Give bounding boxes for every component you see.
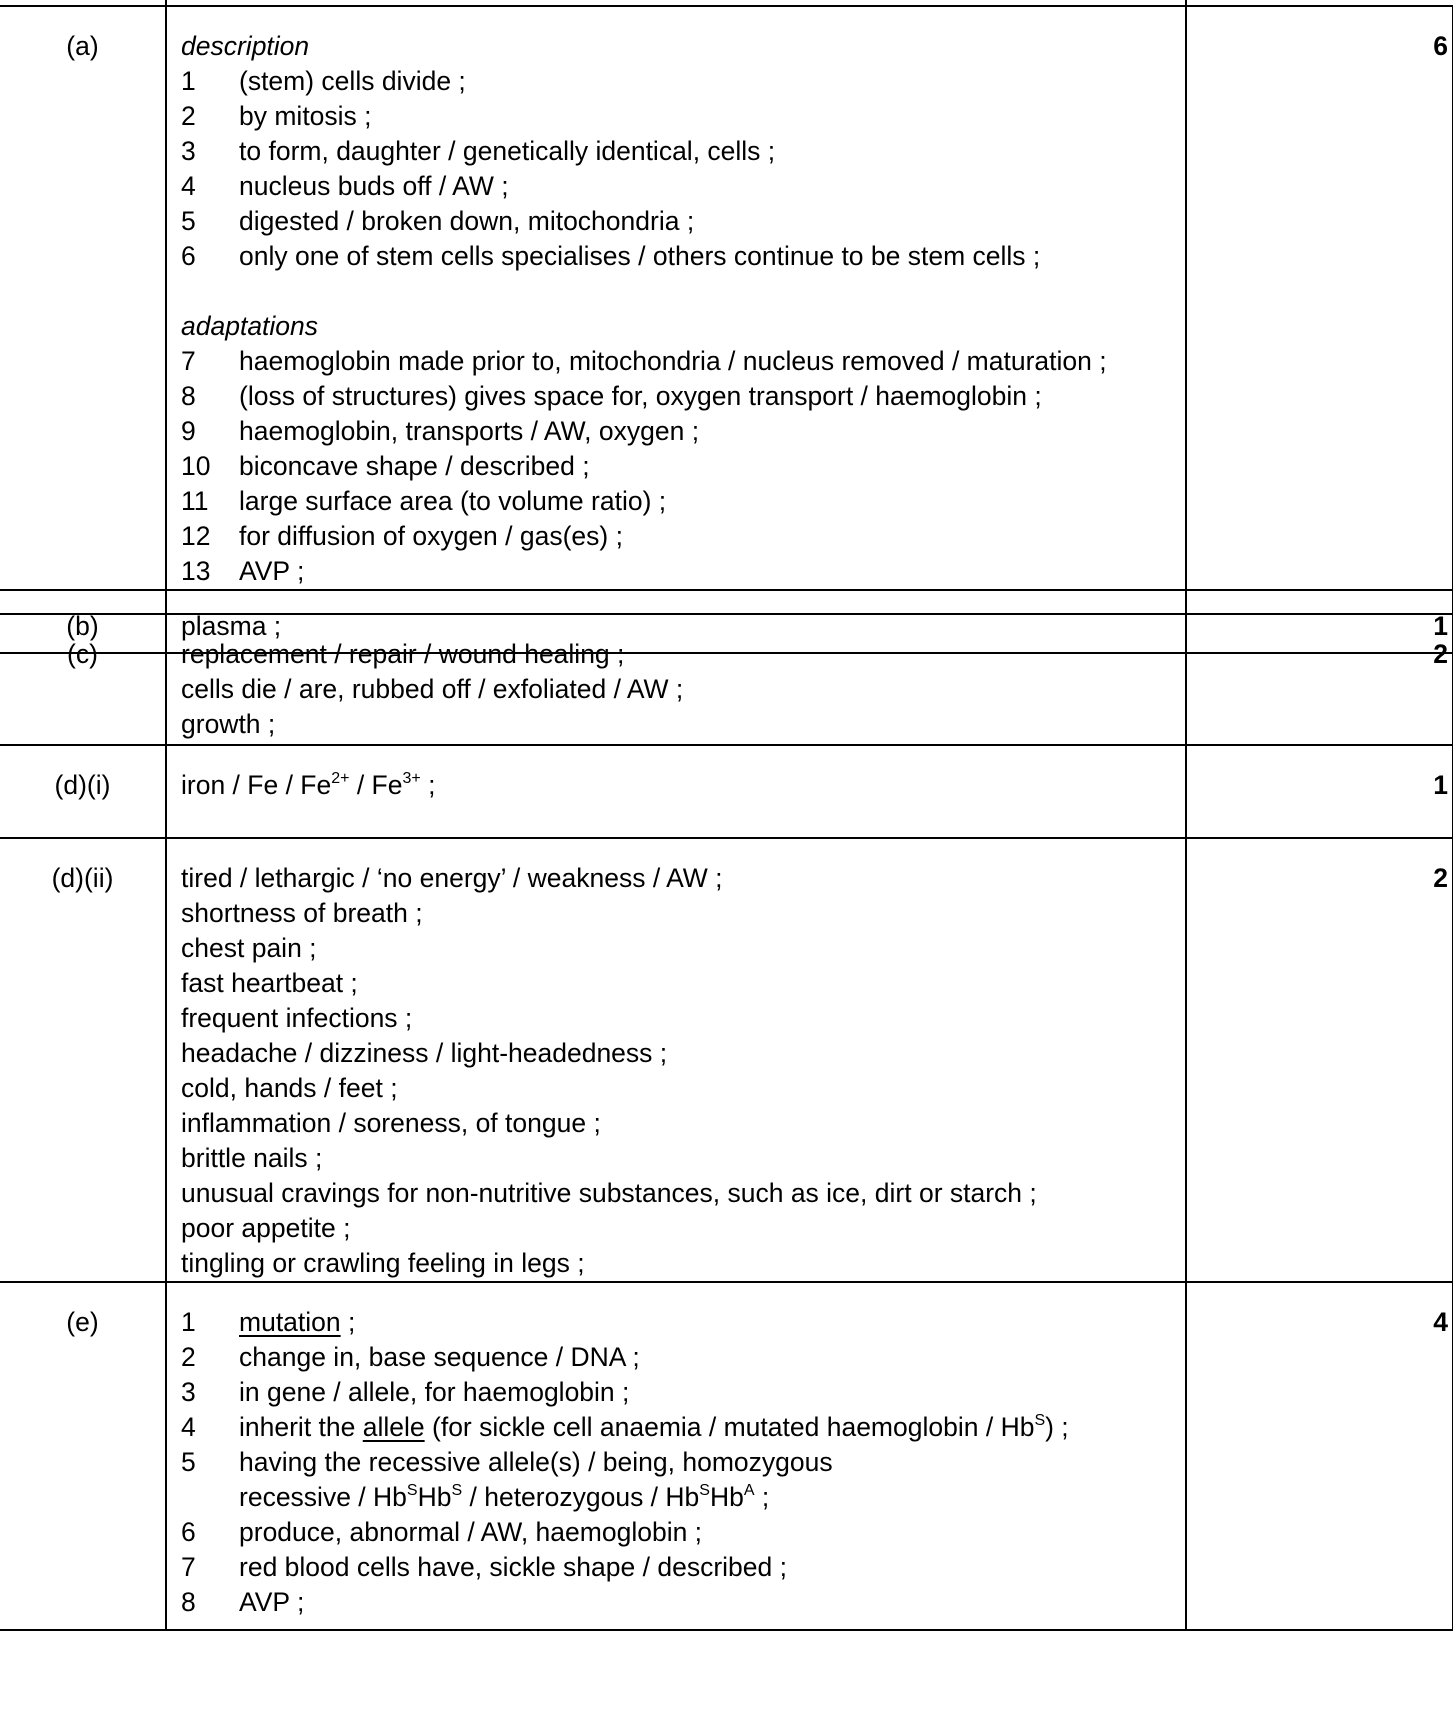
list-item: 9 haemoglobin, transports / AW, oxygen ; [181, 416, 700, 446]
list-item-continuation: recessive / $Hb^SHb^S$ / heterozygous / $Hb^SHb^A$ ; [239, 1482, 770, 1512]
answer-line: chest pain ; [181, 933, 317, 963]
list-item: 7 haemoglobin made prior to, mitochondria / nucleus removed / maturation ; [181, 346, 1107, 376]
answer-line: tingling or crawling feeling in legs ; [181, 1248, 585, 1278]
question-label: (d)(ii) [0, 838, 166, 1282]
list-item: 1 (stem) cells divide ; [181, 66, 466, 96]
list-item: 3 to form, daughter / genetically identical, cells ; [181, 136, 776, 166]
list-item: 4 nucleus buds off / AW ; [181, 171, 509, 201]
marks-cell: 2 [1186, 838, 1453, 1282]
marks-cell: 2 [1186, 614, 1453, 745]
list-item: 3 in gene / allele, for haemoglobin ; [181, 1377, 630, 1407]
answer-line: plasma ; [181, 611, 282, 641]
list-item: 10 biconcave shape / described ; [181, 451, 590, 481]
question-label: (b) [0, 590, 166, 653]
answer-line: brittle nails ; [181, 1143, 323, 1173]
list-item: 5 having the recessive allele(s) / being, homozygous [181, 1447, 833, 1477]
question-label: (e) [0, 1282, 166, 1630]
answer-cell [166, 745, 1186, 838]
row-a [0, 6, 1453, 590]
answer-line: cold, hands / feet ; [181, 1073, 398, 1103]
list-item: 7 red blood cells have, sickle shape / described ; [181, 1552, 787, 1582]
row-e [0, 1282, 1453, 1630]
answer-line: inflammation / soreness, of tongue ; [181, 1108, 601, 1138]
marks-cell: 6 [1186, 6, 1453, 590]
answer-line: shortness of breath ; [181, 898, 423, 928]
mark-scheme-table-upper [0, 5, 1453, 654]
marks-cell: 1 [1186, 590, 1453, 653]
list-item: 1 mutation ; [181, 1307, 356, 1337]
answer-cell [166, 1282, 1186, 1630]
answer-line: frequent infections ; [181, 1003, 413, 1033]
answer-line: tired / lethargic / ‘no energy’ / weakness / AW ; [181, 863, 723, 893]
row-d-i [0, 745, 1453, 838]
answer-cell [166, 838, 1186, 1282]
list-item: 11 large surface area (to volume ratio) ; [181, 486, 667, 516]
row-c [0, 614, 1453, 745]
spacer [181, 274, 1175, 309]
list-item: 4 inherit the allele (for sickle cell anaemia / mutated haemoglobin / $Hb^S$) ; [181, 1412, 1069, 1442]
mark-scheme-table-lower [0, 613, 1453, 1631]
list-item: 6 produce, abnormal / AW, haemoglobin ; [181, 1517, 703, 1547]
answer-line: cells die / are, rubbed off / exfoliated / AW ; [181, 674, 684, 704]
adaptations-heading: adaptations [181, 311, 319, 341]
list-item: 5 digested / broken down, mitochondria ; [181, 206, 695, 236]
answer-cell [166, 614, 1186, 745]
answer-line: replacement / repair / wound healing ; [181, 639, 625, 669]
answer-line: growth ; [181, 709, 276, 739]
list-item: 8 (loss of structures) gives space for, oxygen transport / haemoglobin ; [181, 381, 1042, 411]
row-d-ii [0, 838, 1453, 1282]
answer-line: fast heartbeat ; [181, 968, 358, 998]
list-item: 13 AVP ; [181, 556, 305, 586]
question-label: (a) [0, 6, 166, 590]
list-item: 8 AVP ; [181, 1587, 305, 1617]
answer-line: iron / Fe / $Fe^{2+} / Fe^{3+}$ ; [181, 770, 436, 800]
answer-line: poor appetite ; [181, 1213, 351, 1243]
marks-cell: 4 [1186, 1282, 1453, 1630]
marks-cell: 1 [1186, 745, 1453, 838]
answer-line: headache / dizziness / light-headedness ; [181, 1038, 668, 1068]
answer-line: unusual cravings for non-nutritive substances, such as ice, dirt or starch ; [181, 1178, 1037, 1208]
description-heading: description [181, 31, 310, 61]
answer-cell [166, 6, 1186, 590]
question-label: (c) [0, 614, 166, 745]
question-label: (d)(i) [0, 745, 166, 838]
list-item: 12 for diffusion of oxygen / gas(es) ; [181, 521, 623, 551]
list-item: 2 change in, base sequence / DNA ; [181, 1342, 640, 1372]
list-item: 6 only one of stem cells specialises / others continue to be stem cells ; [181, 241, 1041, 271]
list-item: 2 by mitosis ; [181, 101, 372, 131]
